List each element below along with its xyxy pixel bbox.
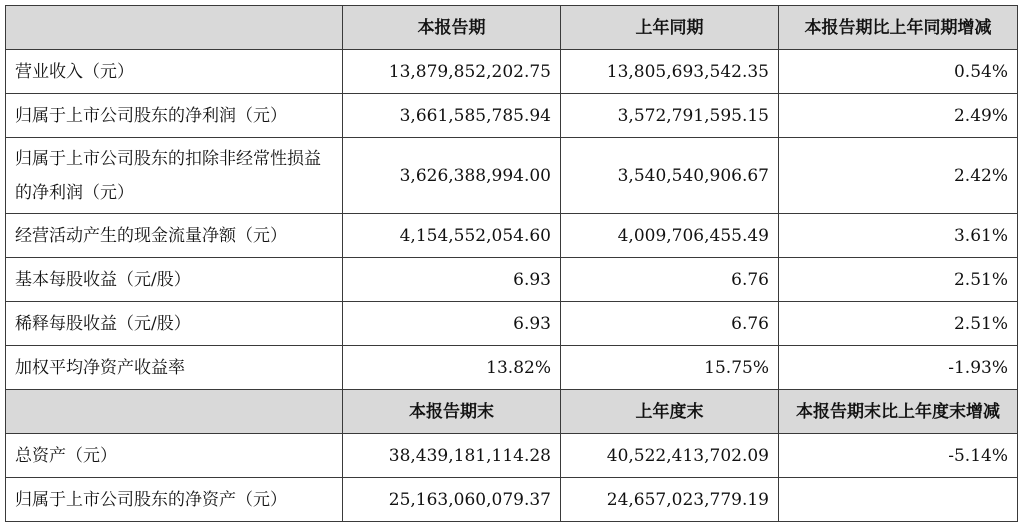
table-row	[6, 346, 1018, 390]
row-label: 经营活动产生的现金流量净额（元）	[6, 214, 343, 258]
table-row	[6, 94, 1018, 138]
current-value: 6.93	[343, 302, 561, 346]
row-label: 总资产（元）	[6, 434, 343, 478]
table-row	[6, 138, 1018, 214]
table-row	[6, 302, 1018, 346]
current-value: 13,879,852,202.75	[343, 50, 561, 94]
current-value: 13.82%	[343, 346, 561, 390]
change-value: 0.54%	[779, 50, 1018, 94]
table-row	[6, 214, 1018, 258]
change-value: 2.42%	[779, 138, 1018, 214]
prior-value: 6.76	[561, 258, 779, 302]
header-change: 本报告期比上年同期增减	[779, 6, 1018, 50]
change-value: -5.14%	[779, 434, 1018, 478]
current-value: 25,163,060,079.37	[343, 478, 561, 522]
row-label: 营业收入（元）	[6, 50, 343, 94]
prior-value: 3,540,540,906.67	[561, 138, 779, 214]
change-value	[779, 478, 1018, 522]
prior-value: 40,522,413,702.09	[561, 434, 779, 478]
prior-value: 4,009,706,455.49	[561, 214, 779, 258]
subheader-blank-cell	[6, 390, 343, 434]
financial-summary-table	[5, 5, 1018, 522]
header-current-period: 本报告期	[343, 6, 561, 50]
row-label: 归属于上市公司股东的净资产（元）	[6, 478, 343, 522]
table-row	[6, 478, 1018, 522]
header-prior-year-end: 上年度末	[561, 390, 779, 434]
table-subheader-row	[6, 390, 1018, 434]
row-label: 稀释每股收益（元/股）	[6, 302, 343, 346]
prior-value: 6.76	[561, 302, 779, 346]
table-header-row	[6, 6, 1018, 50]
header-period-end-change: 本报告期末比上年度末增减	[779, 390, 1018, 434]
prior-value: 15.75%	[561, 346, 779, 390]
prior-value: 13,805,693,542.35	[561, 50, 779, 94]
change-value: -1.93%	[779, 346, 1018, 390]
header-blank-cell	[6, 6, 343, 50]
current-value: 3,626,388,994.00	[343, 138, 561, 214]
row-label: 基本每股收益（元/股）	[6, 258, 343, 302]
prior-value: 24,657,023,779.19	[561, 478, 779, 522]
header-prior-period: 上年同期	[561, 6, 779, 50]
current-value: 3,661,585,785.94	[343, 94, 561, 138]
current-value: 6.93	[343, 258, 561, 302]
row-label: 归属于上市公司股东的扣除非经常性损益的净利润（元）	[6, 138, 343, 214]
table-row	[6, 434, 1018, 478]
row-label: 加权平均净资产收益率	[6, 346, 343, 390]
header-period-end: 本报告期末	[343, 390, 561, 434]
current-value: 4,154,552,054.60	[343, 214, 561, 258]
change-value: 3.61%	[779, 214, 1018, 258]
table-row	[6, 258, 1018, 302]
prior-value: 3,572,791,595.15	[561, 94, 779, 138]
change-value: 2.51%	[779, 302, 1018, 346]
change-value: 2.49%	[779, 94, 1018, 138]
current-value: 38,439,181,114.28	[343, 434, 561, 478]
table-row	[6, 50, 1018, 94]
change-value: 2.51%	[779, 258, 1018, 302]
row-label: 归属于上市公司股东的净利润（元）	[6, 94, 343, 138]
